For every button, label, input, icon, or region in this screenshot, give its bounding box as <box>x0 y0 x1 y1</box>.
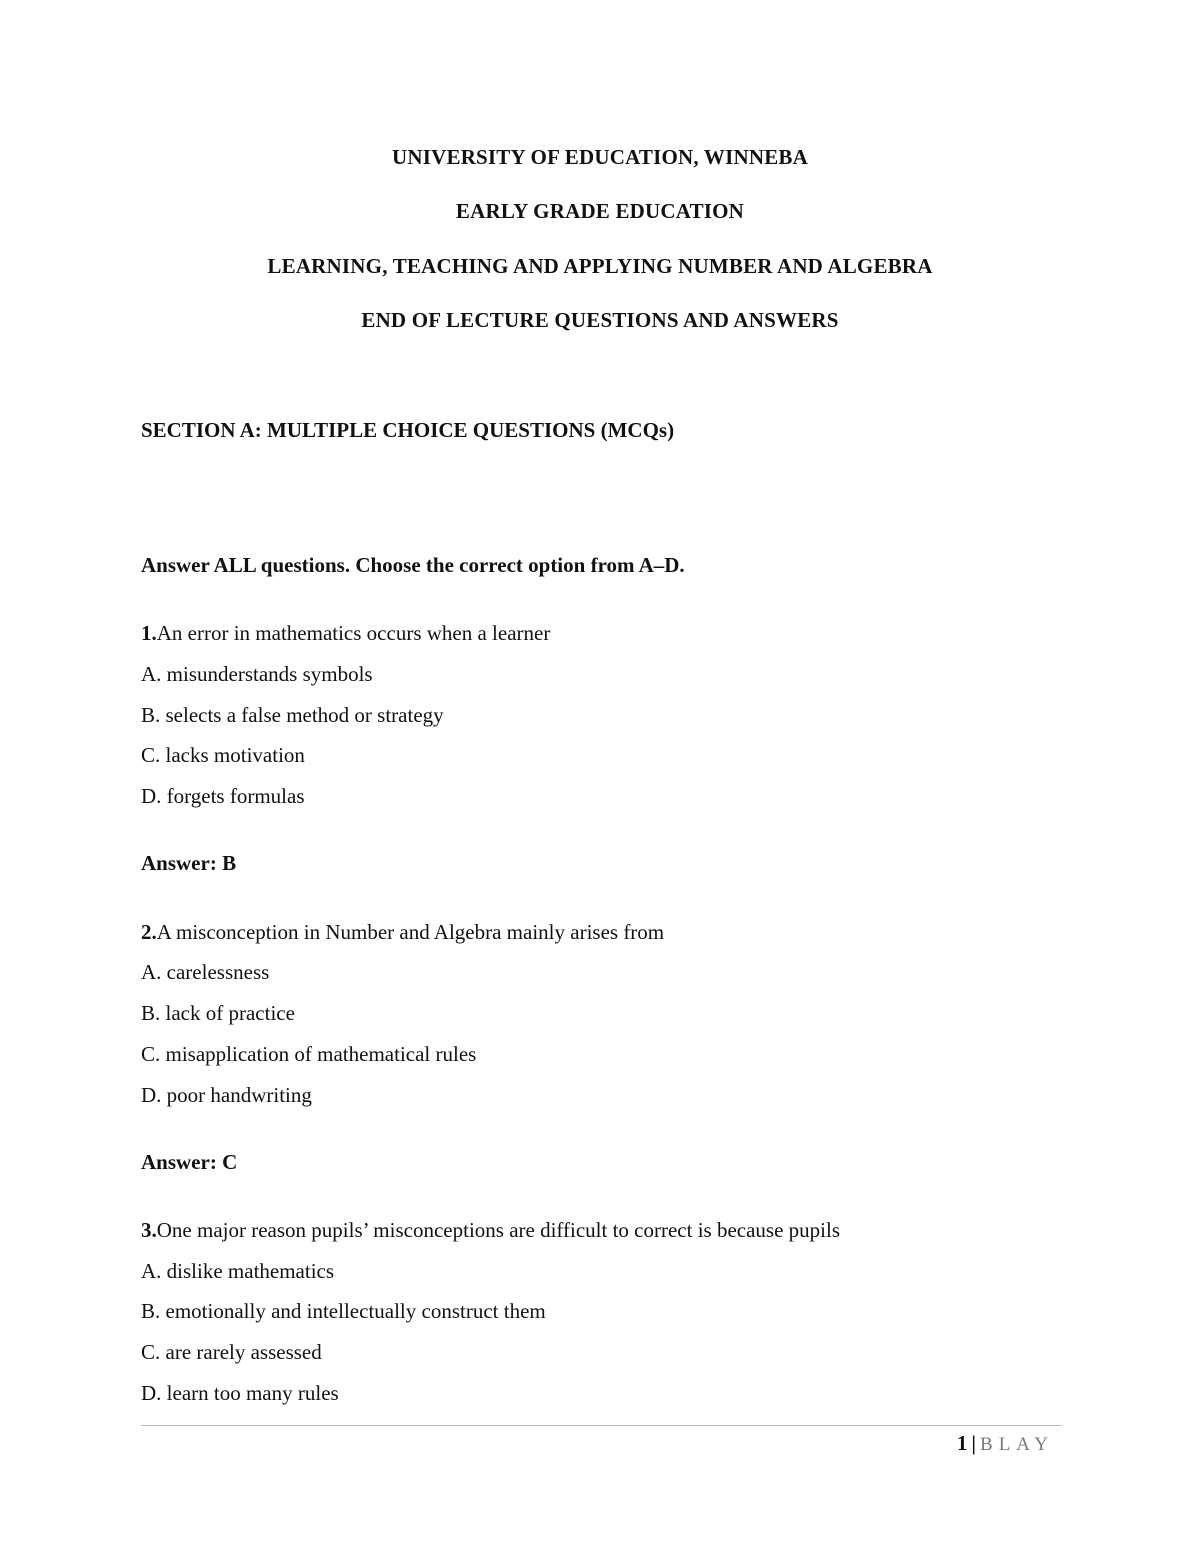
question-3-option-a: A. dislike mathematics <box>141 1259 335 1283</box>
question-2-answer: Answer: C <box>141 1150 238 1174</box>
question-3-option-c: C. are rarely assessed <box>141 1340 322 1364</box>
footer-author: BLAY <box>980 1434 1054 1455</box>
question-number: 2. <box>141 920 157 944</box>
footer-separator: | <box>971 1431 977 1455</box>
document-title: END OF LECTURE QUESTIONS AND ANSWERS <box>361 308 839 332</box>
question-text: One major reason pupils’ misconceptions are difficult to correct is because pupils <box>156 1218 841 1242</box>
footer-divider <box>141 1425 1062 1426</box>
question-2-option-b: B. lack of practice <box>141 1001 295 1025</box>
question-1-option-a: A. misunderstands symbols <box>141 662 373 686</box>
question-1-answer: Answer: B <box>141 851 237 875</box>
question-1-option-c: C. lacks motivation <box>141 743 305 767</box>
question-3-stem <box>141 1218 840 1243</box>
department-heading: EARLY GRADE EDUCATION <box>455 199 745 223</box>
question-2-option-a: A. carelessness <box>141 960 270 984</box>
question-text: An error in mathematics occurs when a learner <box>156 621 551 645</box>
question-number: 3. <box>141 1218 157 1242</box>
page-footer <box>957 1431 1054 1456</box>
page-number: 1 <box>956 1431 968 1455</box>
question-2-stem <box>141 920 664 945</box>
question-3-option-b: B. emotionally and intellectually construct them <box>141 1299 546 1323</box>
section-instruction: Answer ALL questions. Choose the correct option from A–D. <box>141 553 685 577</box>
section-title: SECTION A: MULTIPLE CHOICE QUESTIONS (MCQs) <box>141 418 675 442</box>
question-number: 1. <box>141 621 157 645</box>
question-text: A misconception in Number and Algebra mainly arises from <box>156 920 665 944</box>
question-2-option-c: C. misapplication of mathematical rules <box>141 1042 477 1066</box>
university-heading: UNIVERSITY OF EDUCATION, WINNEBA <box>392 145 808 169</box>
question-3-option-d: D. learn too many rules <box>141 1381 339 1405</box>
course-heading: LEARNING, TEACHING AND APPLYING NUMBER AND ALGEBRA <box>267 254 933 278</box>
question-1-option-b: B. selects a false method or strategy <box>141 703 444 727</box>
question-2-option-d: D. poor handwriting <box>141 1083 312 1107</box>
question-1-option-d: D. forgets formulas <box>141 784 305 808</box>
question-1-stem <box>141 621 550 646</box>
